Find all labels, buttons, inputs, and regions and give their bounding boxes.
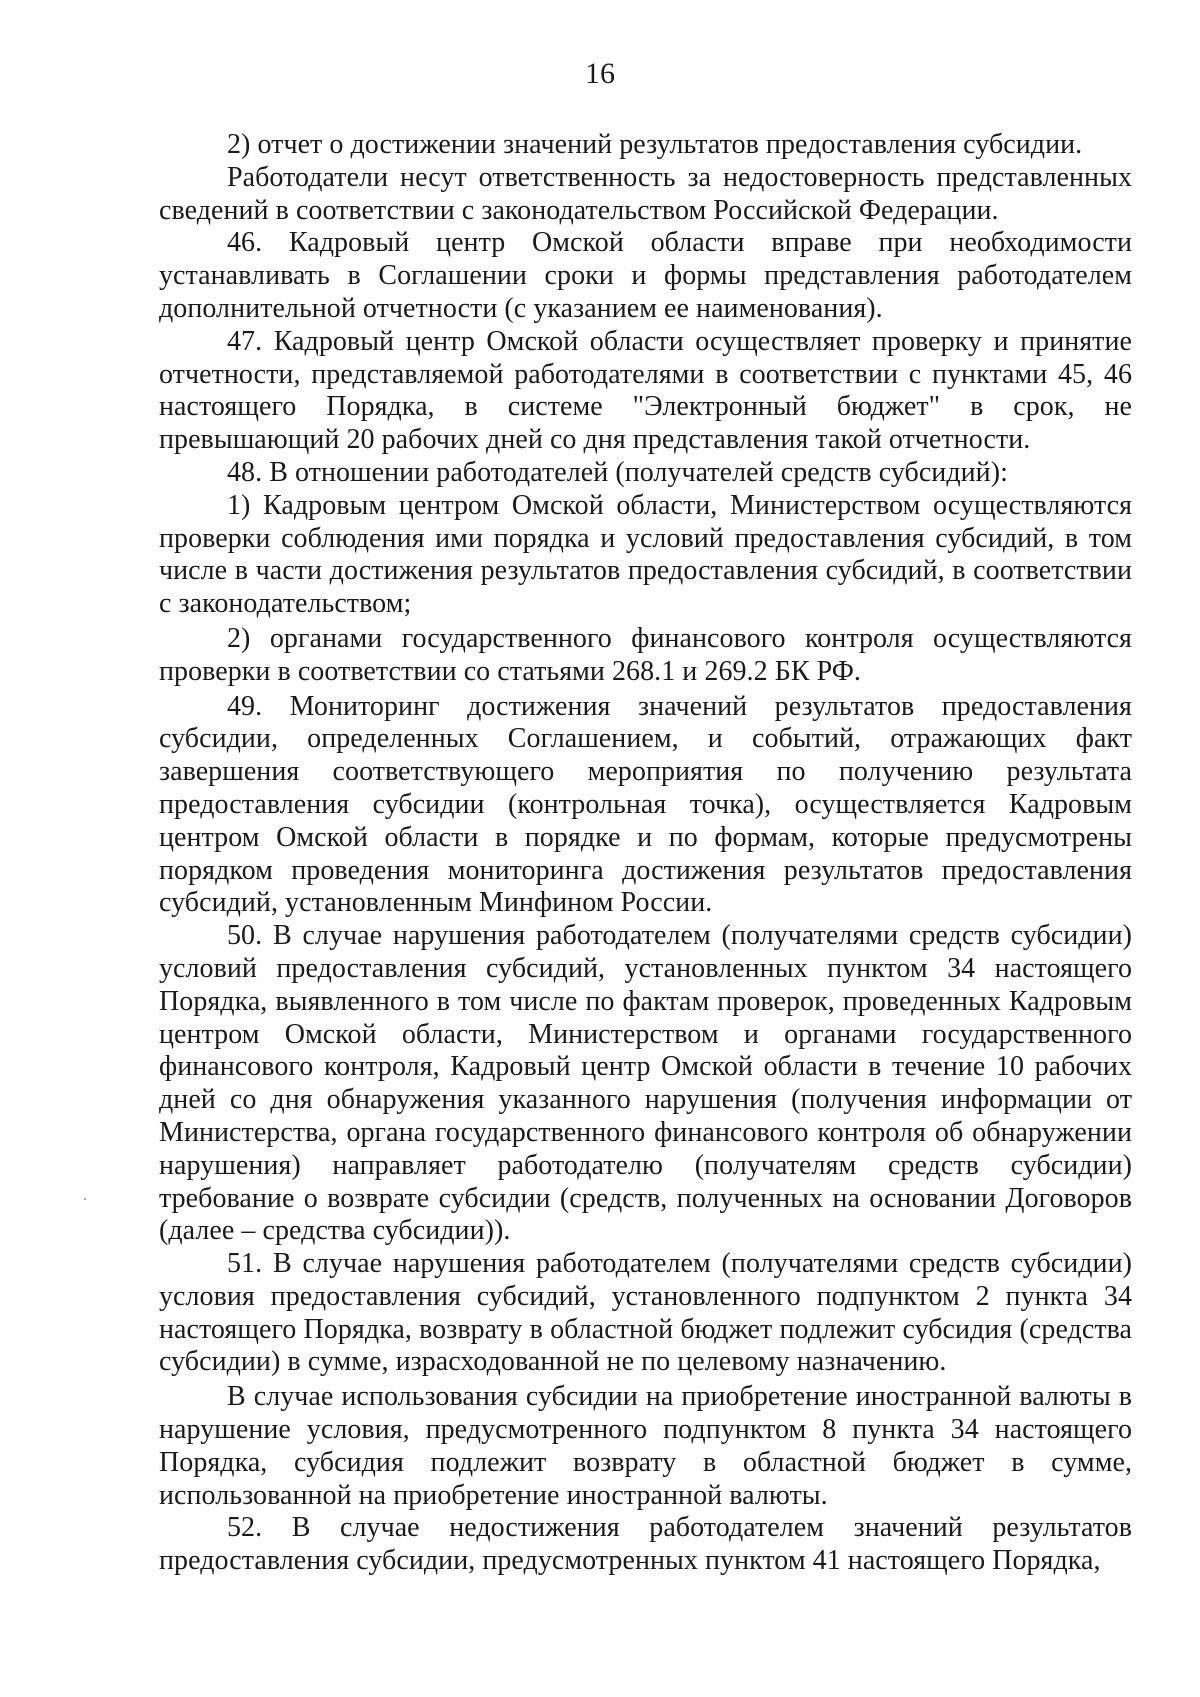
paragraph-clause-50: 50. В случае нарушения работодателем (получателями средств субсидии) условий предоставления субсидий, установленных пунктом 34 настоящего Порядка, выявленного в том числе по фактам проверок, проведенных Кадровым центром Омской области, Министерством и органами государственного финансового контроля, Кадровый центр Омской области в течение 10 рабочих дней со дня обнаружения указанного нарушения (получения информации от Министерства, органа государственного финансового контроля об обнаружении нарушения) направляет работодателю (получателям средств субсидии) требование о возврате субсидии (средств, полученных на основании Договоров (далее – средства субсидии)).: [159, 920, 1132, 1247]
paragraph-report-item-2: 2) отчет о достижении значений результатов предоставления субсидии.: [227, 129, 1083, 160]
paragraph-employer-responsibility: Работодатели несут ответственность за недостоверность представленных сведений в соответствии с законодательством Российской Федерации.: [159, 161, 1132, 226]
document-body: [159, 129, 1132, 1578]
scan-artifact-dot: [84, 1198, 86, 1200]
paragraph-clause-48: 48. В отношении работодателей (получателей средств субсидий):: [227, 456, 1008, 488]
paragraph-clause-49: 49. Мониторинг достижения значений результатов предоставления субсидии, определенных Соглашением, и событий, отражающих факт завершения соответствующего мероприятия по получению результата предоставления субсидии (контрольная точка), осуществляется Кадровым центром Омской области в порядке и по формам, которые предусмотрены порядком проведения мониторинга достижения результатов предоставления субсидий, установленным Минфином России.: [159, 690, 1132, 919]
page-number: 16: [585, 57, 615, 90]
paragraph-clause-51: 51. В случае нарушения работодателем (получателями средств субсидии) условия предоставления субсидий, установленного подпунктом 2 пункта 34 настоящего Порядка, возврату в областной бюджет подлежит субсидия (средства субсидии) в сумме, израсходованной не по целевому назначению.: [159, 1248, 1132, 1378]
paragraph-clause-48-item-1: 1) Кадровым центром Омской области, Министерством осуществляются проверки соблюдения ими порядка и условий предоставления субсидий, в том числе в части достижения результатов предоставления субсидий, в соответствии с законодательством;: [159, 489, 1132, 620]
paragraph-clause-47: 47. Кадровый центр Омской области осуществляет проверку и принятие отчетности, представляемой работодателями в соответствии с пунктами 45, 46 настоящего Порядка, в системе "Электронный бюджет" в срок, не превышающий 20 рабочих дней со дня представления такой отчетности.: [159, 325, 1132, 456]
paragraph-clause-46: 46. Кадровый центр Омской области вправе при необходимости устанавливать в Соглашении сроки и формы представления работодателем дополнительной отчетности (с указанием ее наименования).: [159, 227, 1132, 324]
paragraph-foreign-currency: В случае использования субсидии на приобретение иностранной валюты в нарушение условия, предусмотренного подпунктом 8 пункта 34 настоящего Порядка, субсидия подлежит возврату в областной бюджет в сумме, использованной на приобретение иностранной валюты.: [159, 1381, 1132, 1511]
paragraph-clause-48-item-2: 2) органами государственного финансового контроля осуществляются проверки в соответствии со статьями 268.1 и 269.2 БК РФ.: [159, 622, 1132, 687]
paragraph-clause-52: 52. В случае недостижения работодателем значений результатов предоставления субсидии, предусмотренных пунктом 41 настоящего Порядка,: [159, 1512, 1132, 1577]
